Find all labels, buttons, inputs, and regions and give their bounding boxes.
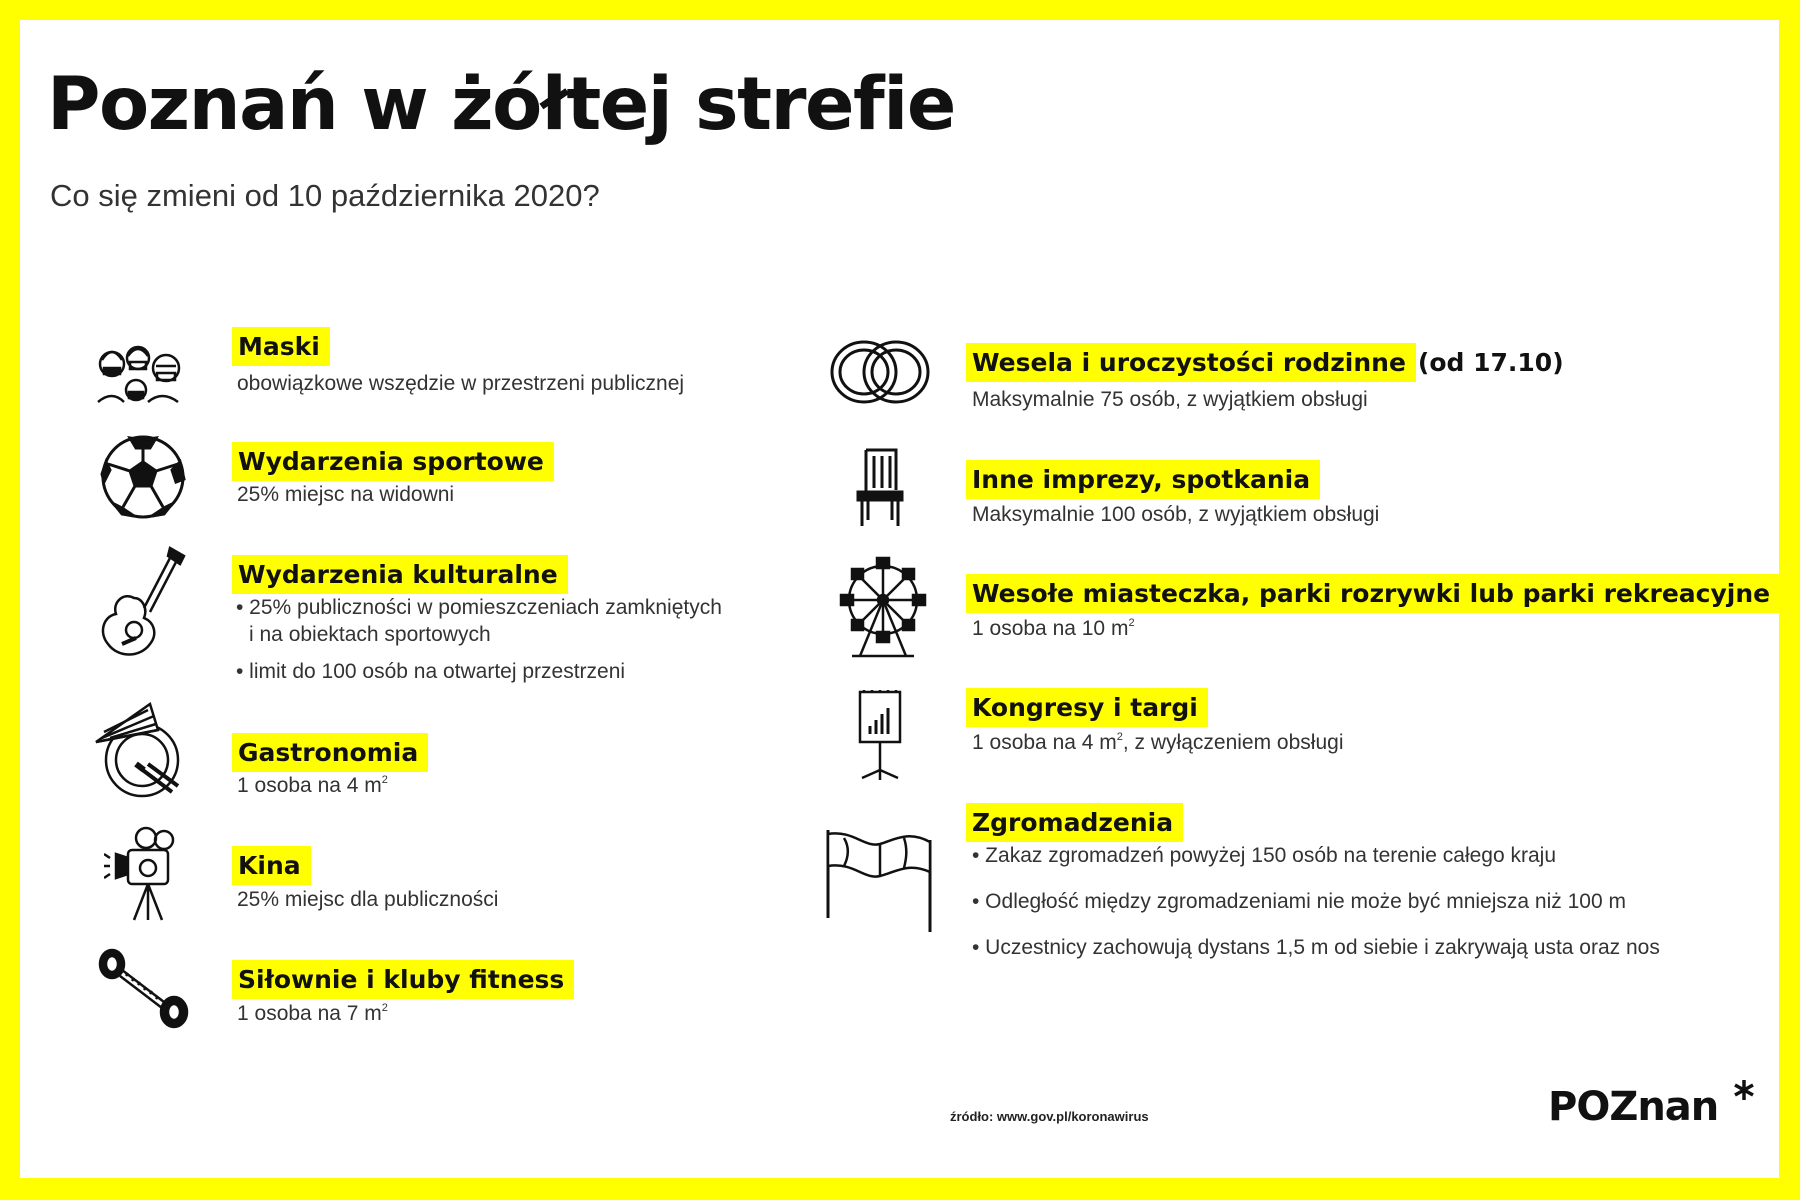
dumbbell-icon	[96, 948, 192, 1030]
chair-icon	[854, 448, 906, 528]
kultura-bullet-1-cont: i na obiektach sportowych	[249, 623, 491, 646]
gastronomia-description: 1 osoba na 4 $m^2$	[237, 774, 388, 797]
source-note: źródło: www.gov.pl/koronawirus	[950, 1109, 1149, 1124]
wesela-heading: Wesela i uroczystości rodzinne (od 17.10)	[966, 343, 1564, 382]
page-subtitle: Co się zmieni od 10 października 2020?	[50, 178, 600, 213]
zgromadzenia-heading: Zgromadzenia	[966, 803, 1183, 842]
gastronomia-heading: Gastronomia	[232, 733, 428, 772]
masked-faces-icon	[96, 340, 188, 410]
silownie-description: 1 osoba na 7 $m^2$	[237, 1002, 388, 1025]
poznan-logo: POZnan	[1548, 1084, 1719, 1130]
kina-heading: Kina	[232, 846, 311, 885]
inne-description: Maksymalnie 100 osób, z wyjątkiem obsługi	[972, 503, 1380, 526]
page-title: Poznań w żółtej strefie	[47, 62, 955, 147]
miasteczka-description: 1 osoba na 10 $m^2$	[972, 617, 1135, 640]
soccer-ball-icon	[100, 434, 186, 520]
wedding-rings-icon	[828, 336, 932, 408]
sport-description: 25% miejsc na widowni	[237, 483, 455, 506]
zgromadzenia-bullet-2: • Odległość między zgromadzeniami nie może być mniejsza niż 100 m	[972, 890, 1626, 913]
guitar-icon	[100, 544, 192, 666]
kultura-bullet-1: • 25% publiczności w pomieszczeniach zamkniętych	[236, 596, 722, 619]
maski-heading: Maski	[232, 327, 330, 366]
kongresy-heading: Kongresy i targi	[966, 688, 1208, 727]
wesela-description: Maksymalnie 75 osób, z wyjątkiem obsługi	[972, 388, 1368, 411]
maski-description: obowiązkowe wszędzie w przestrzeni publicznej	[237, 372, 685, 395]
zgromadzenia-bullet-1: • Zakaz zgromadzeń powyżej 150 osób na terenie całego kraju	[972, 844, 1557, 867]
kina-description: 25% miejsc dla publiczności	[237, 888, 499, 911]
kongresy-description: 1 osoba na 4 $m^2$, z wyłączeniem obsługi	[972, 731, 1344, 754]
film-camera-icon	[104, 826, 180, 922]
sport-heading: Wydarzenia sportowe	[232, 442, 554, 481]
inne-heading: Inne imprezy, spotkania	[966, 460, 1320, 499]
miasteczka-heading: Wesołe miasteczka, parki rozrywki lub parki rekreacyjne	[966, 574, 1780, 613]
silownie-heading: Siłownie i kluby fitness	[232, 960, 574, 999]
zgromadzenia-bullet-3: • Uczestnicy zachowują dystans 1,5 m od siebie i zakrywają usta oraz nos	[972, 936, 1660, 959]
flipchart-icon	[852, 690, 908, 782]
plate-cutlery-icon	[92, 702, 192, 802]
kultura-bullet-2: • limit do 100 osób na otwartej przestrzeni	[236, 660, 626, 683]
kultura-heading: Wydarzenia kulturalne	[232, 555, 568, 594]
ferris-wheel-icon	[838, 556, 928, 660]
flag-icon	[824, 828, 936, 934]
logo-star-icon	[1732, 1078, 1756, 1107]
